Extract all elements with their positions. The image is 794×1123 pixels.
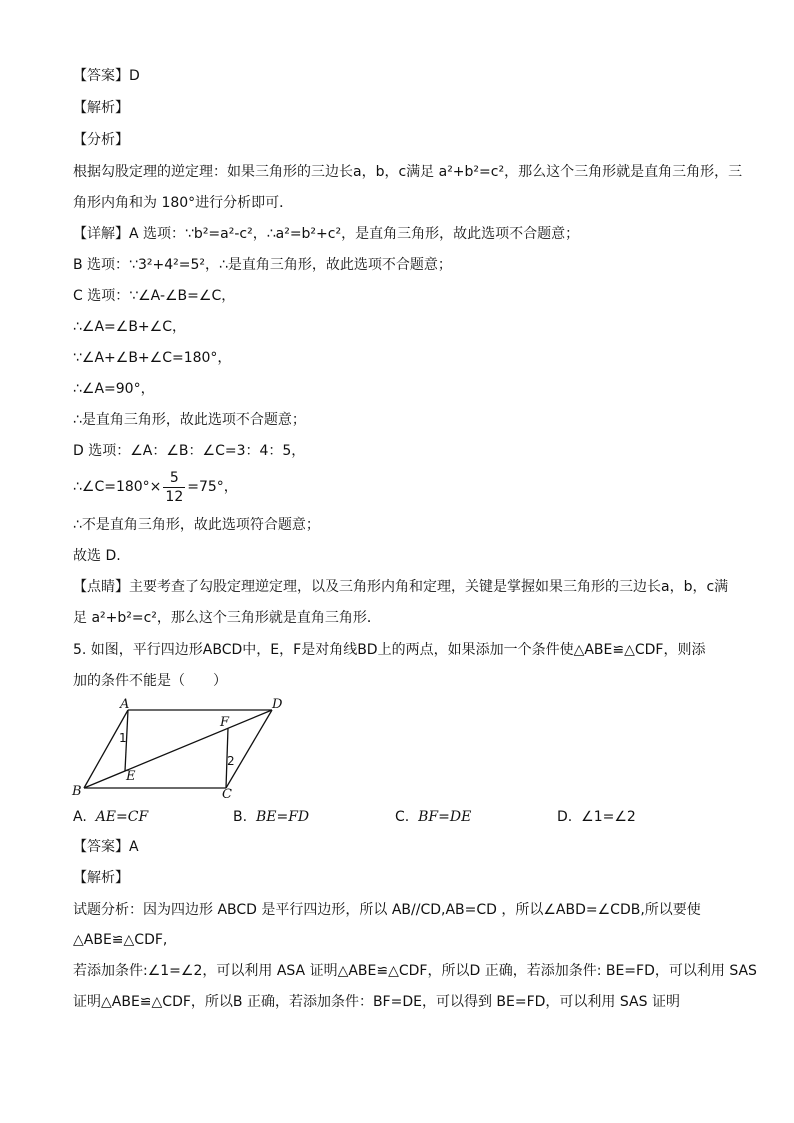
label-b: B xyxy=(72,784,82,798)
comment-text-1: 主要考查了勾股定理逆定理，以及三角形内角和定理，关键是掌握如果三角形的三边长a，b，c满 xyxy=(129,579,729,595)
answer-tag: 【答案】 xyxy=(73,68,129,84)
q4-detail-b: B 选项：∵3²+4²=5²，∴是直角三角形，故此选项不合题意； xyxy=(73,257,452,273)
option-b-text: BE=FD xyxy=(255,809,310,825)
option-c-key: C. xyxy=(395,809,410,825)
angle-label-1: 1 xyxy=(119,731,127,745)
q4-choose: 故选 D. xyxy=(73,548,121,564)
q4-detail-c1: C 选项：∵∠A-∠B=∠C， xyxy=(73,288,236,304)
q4-detail-c2: ∴∠A=∠B+∠C， xyxy=(73,319,186,335)
label-f: F xyxy=(220,715,230,730)
q4-detail-c5: ∴是直角三角形，故此选项不合题意； xyxy=(73,412,306,428)
q4-fenxi-tag: 【分析】 xyxy=(73,132,129,148)
option-c-text: BF=DE xyxy=(418,809,472,825)
q4-fenxi-line-1: 根据勾股定理的逆定理：如果三角形的三边长a，b，c满足 a²+b²=c²，那么这个三角形就是直角三角形，三 xyxy=(73,164,743,180)
side-ab xyxy=(84,710,128,788)
q4-answer-line xyxy=(73,66,140,86)
q4-comment-line-2: 足 a²+b²=c²，那么这个三角形就是直角三角形． xyxy=(73,610,381,626)
comment-tag: 【点睛】 xyxy=(73,579,129,595)
option-b xyxy=(233,807,309,827)
q4-detail-d1: D 选项：∠A：∠B：∠C=3：4：5， xyxy=(73,443,306,459)
parallelogram-figure xyxy=(70,694,290,798)
q5-answer-line xyxy=(73,837,139,857)
detail-d2-pre: ∴∠C=180°× xyxy=(73,479,162,495)
fraction-numerator: 5 xyxy=(163,469,185,488)
q4-detail-a xyxy=(73,224,579,244)
option-d xyxy=(557,807,636,827)
side-dc xyxy=(226,710,272,788)
diagonal-bd xyxy=(84,710,272,788)
angle-label-2: 2 xyxy=(227,754,235,768)
q5-expl-line-3: 若添加条件:∠1=∠2，可以利用 ASA 证明△ABE≌△CDF，所以D 正确，若添加条件: BE=FD，可以利用 SAS xyxy=(73,963,757,979)
q5-stem-line-1: 5. 如图，平行四边形ABCD中，E，F是对角线BD上的两点，如果添加一个条件使△ABE≌△CDF，则添 xyxy=(73,642,706,658)
label-e: E xyxy=(126,769,136,784)
label-a: A xyxy=(120,697,130,712)
q5-analysis-tag: 【解析】 xyxy=(73,870,129,886)
option-c xyxy=(395,807,471,827)
fraction-denominator: 12 xyxy=(165,488,184,505)
fraction-5-12 xyxy=(163,469,185,506)
q5-expl-line-4: 证明△ABE≌△CDF，所以B 正确，若添加条件：BF=DE，可以得到 BE=FD，可以利用 SAS 证明 xyxy=(73,994,680,1010)
q5-answer-value: A xyxy=(129,839,139,855)
answer-value: D xyxy=(129,68,140,84)
q4-detail-c4: ∴∠A=90°， xyxy=(73,381,155,397)
q4-fenxi-line-2: 角形内角和为 180°进行分析即可． xyxy=(73,195,294,211)
option-d-text: ∠1=∠2 xyxy=(581,809,636,825)
label-d: D xyxy=(272,697,283,712)
q4-analysis-tag: 【解析】 xyxy=(73,100,129,116)
option-a xyxy=(73,807,148,827)
q4-detail-d2 xyxy=(73,466,238,508)
q4-detail-d3: ∴不是直角三角形，故此选项符合题意； xyxy=(73,517,320,533)
q4-comment-line-1 xyxy=(73,577,728,597)
option-a-key: A. xyxy=(73,809,87,825)
q5-expl-line-2: △ABE≌△CDF, xyxy=(73,932,168,948)
detail-d2-post: =75°， xyxy=(187,479,238,495)
label-c: C xyxy=(222,787,232,798)
q5-expl-line-1: 试题分析：因为四边形 ABCD 是平行四边形，所以 AB//CD,AB=CD ，所以∠ABD=∠CDB,所以要使 xyxy=(73,902,701,918)
option-a-text: AE=CF xyxy=(95,809,149,825)
detail-tag: 【详解】 xyxy=(73,226,129,242)
q5-stem-line-2: 加的条件不能是（ ） xyxy=(73,673,227,689)
option-b-key: B. xyxy=(233,809,248,825)
option-d-key: D. xyxy=(557,809,573,825)
q4-detail-c3: ∵∠A+∠B+∠C=180°， xyxy=(73,350,232,366)
q5-answer-tag: 【答案】 xyxy=(73,839,129,855)
detail-a-text: A 选项：∵b²=a²-c²，∴a²=b²+c²，是直角三角形，故此选项不合题意； xyxy=(129,226,580,242)
